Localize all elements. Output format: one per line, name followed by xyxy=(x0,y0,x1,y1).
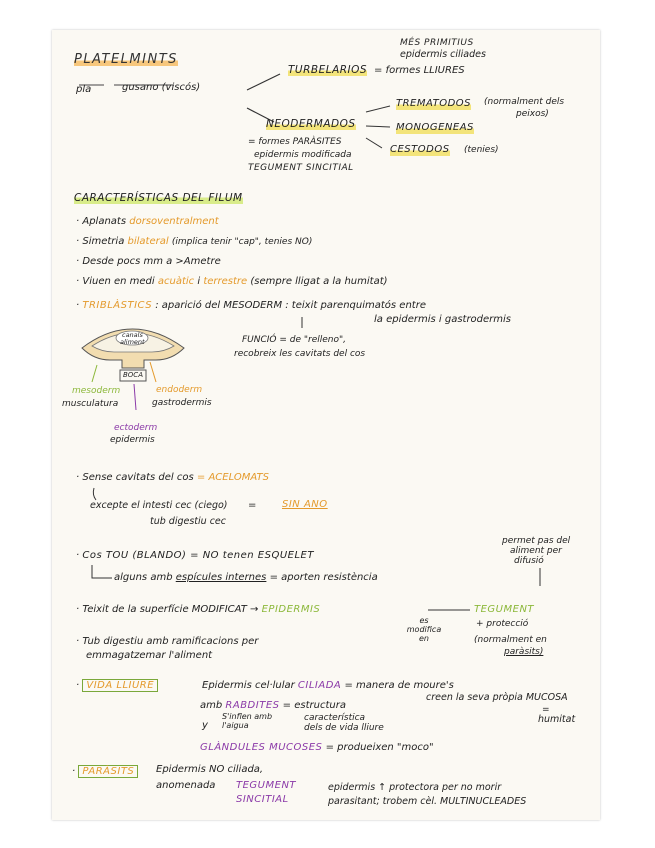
mes-proteccio: + protecció xyxy=(476,619,529,629)
diagram-ectoderm: ectoderm xyxy=(114,423,158,433)
turb-note-ciliades: epidermis ciliades xyxy=(400,49,486,60)
excepte-equals: = xyxy=(248,500,257,511)
cestodos-label: CESTODOS xyxy=(390,144,450,155)
trematodos-label: TREMATODOS xyxy=(396,98,472,109)
bullet-cavitats: · Sense cavitats del cos = ACELOMATS xyxy=(76,472,269,483)
bullet-medi: · Viuen en medi acuàtic i terrestre (sempre lligat a la humitat) xyxy=(76,276,388,287)
vl-caracteristica: característica xyxy=(304,713,366,723)
vl-y: y xyxy=(202,720,208,731)
turb-note-primitius: MÉS PRIMITIUS xyxy=(400,38,474,48)
triblastics-cont: la epidermis i gastrodermis xyxy=(374,314,512,325)
arrow-turbelarios xyxy=(247,74,280,90)
vl-epidermis: Epidermis cel·lular CILIADA = manera de moure's xyxy=(202,680,454,691)
pa-protectora: epidermis ↑ protectora per no morir xyxy=(328,782,502,793)
neodermados-desc-3: TEGUMENT SINCITIAL xyxy=(248,163,354,173)
es-modifica: es modifica en xyxy=(406,616,442,643)
tub-digestiu-cont: emmagatzemar l'aliment xyxy=(86,650,213,661)
page-title: PLATELMINTS xyxy=(74,52,178,67)
bullet-teixit: · Teixit de la superfície MODIFICAT → EPIDERMIS xyxy=(76,604,321,615)
arrow-trematodos xyxy=(366,106,390,112)
diagram-aliment: aliment xyxy=(120,338,145,346)
section-title: CARACTERÍSTICAS DEL FILUM xyxy=(74,192,243,204)
turbelarios-desc: = formes LLIURES xyxy=(374,65,465,76)
notes-page xyxy=(52,30,600,820)
pa-sincitial: SINCITIAL xyxy=(236,794,289,805)
diagram-endoderm: endoderm xyxy=(156,385,203,395)
trematodos-note-1: (normalment dels xyxy=(484,97,565,107)
neodermados-desc-2: epidermis modificada xyxy=(254,150,352,160)
pa-multinucleades: parasitant; trobem cèl. MULTINUCLEADES xyxy=(328,796,527,807)
excepte-intesti: excepte el intesti cec (ciego) xyxy=(90,500,228,511)
vl-amb-rabdites: amb RABDITES = estructura xyxy=(200,700,346,711)
cestodos-note: (tenies) xyxy=(464,145,499,155)
note-difusio: difusió xyxy=(514,556,544,566)
bullet-aplanats: · Aplanats dorsoventralment xyxy=(76,216,219,227)
note-permet: permet pas del xyxy=(502,536,571,546)
parasits-note: paràsits) xyxy=(504,647,544,657)
sin-ano: SIN ANO xyxy=(282,499,328,510)
arrow-cestodos xyxy=(366,138,382,148)
arrow-excepte xyxy=(93,488,96,500)
funcio-relleno: FUNCIÓ = de "relleno", xyxy=(242,335,347,345)
pa-anomenada: anomenada xyxy=(156,780,216,791)
bullet-tub-digestiu: · Tub digestiu amb ramificacions per xyxy=(76,636,259,647)
diagram-canals: canals xyxy=(122,331,143,339)
diagram-boca: BOCA xyxy=(123,371,143,379)
etym-pla: pla xyxy=(76,84,92,95)
bullet-simetria: · Simetria bilateral (implica tenir "cap", tenies NO) xyxy=(76,236,313,247)
vl-sinflen: S'inflen amb l'aigua xyxy=(222,712,273,730)
funcio-recobreix: recobreix les cavitats del cos xyxy=(234,349,366,359)
vl-mucosa: creen la seva pròpia MUCOSA xyxy=(426,692,568,703)
arrow-monogeneas xyxy=(366,126,390,127)
arrow-alguns xyxy=(92,565,112,578)
diagram-musculatura: musculatura xyxy=(62,399,119,409)
vl-vida-lliure: dels de vida lliure xyxy=(304,723,384,733)
tub-digestiu-cec: tub digestiu cec xyxy=(150,516,226,527)
trematodos-note-2: peixos) xyxy=(516,109,549,119)
parasits-bullet: · PARÀSITS xyxy=(72,766,138,778)
diagram-gastrodermis: gastrodermis xyxy=(152,398,212,408)
diagram-mesoderm: mesoderm xyxy=(72,386,121,396)
vida-lliure-bullet: · VIDA LLIURE xyxy=(76,680,158,692)
pa-tegument: TEGUMENT xyxy=(236,780,297,791)
diagram-epidermis: epidermis xyxy=(110,435,155,445)
note-aliment: aliment per xyxy=(510,546,562,556)
vl-humitat: humitat xyxy=(538,714,576,725)
bullet-triblastics: · TRIBLÀSTICS : aparició del MESODERM : teixit parenquimatós entre xyxy=(76,300,426,311)
alguns-espicules: alguns amb espícules internes = aporten resistència xyxy=(114,572,378,583)
turbelarios-label: TURBELARIOS xyxy=(288,64,368,76)
bullet-cos-tou: · Cos TOU (BLANDO) = NO tenen ESQUELET xyxy=(76,550,314,561)
pa-epidermis: Epidermis NO ciliada, xyxy=(156,764,264,775)
tegument-label: TEGUMENT xyxy=(474,604,535,615)
etym-gusano: gusano (viscós) xyxy=(122,82,201,93)
bullet-mida: · Desde pocs mm a >Ametre xyxy=(76,256,221,267)
vl-equals: = xyxy=(542,705,550,715)
vl-glandules: GLÀNDULES MUCOSES = produeixen "moco" xyxy=(200,742,434,753)
neodermados-label: NEODERMADOS xyxy=(266,118,356,130)
normalment-en: (normalment en xyxy=(474,635,547,645)
monogeneas-label: MONOGENEAS xyxy=(396,122,474,133)
neodermados-desc-1: = formes PARÀSITES xyxy=(248,137,342,147)
